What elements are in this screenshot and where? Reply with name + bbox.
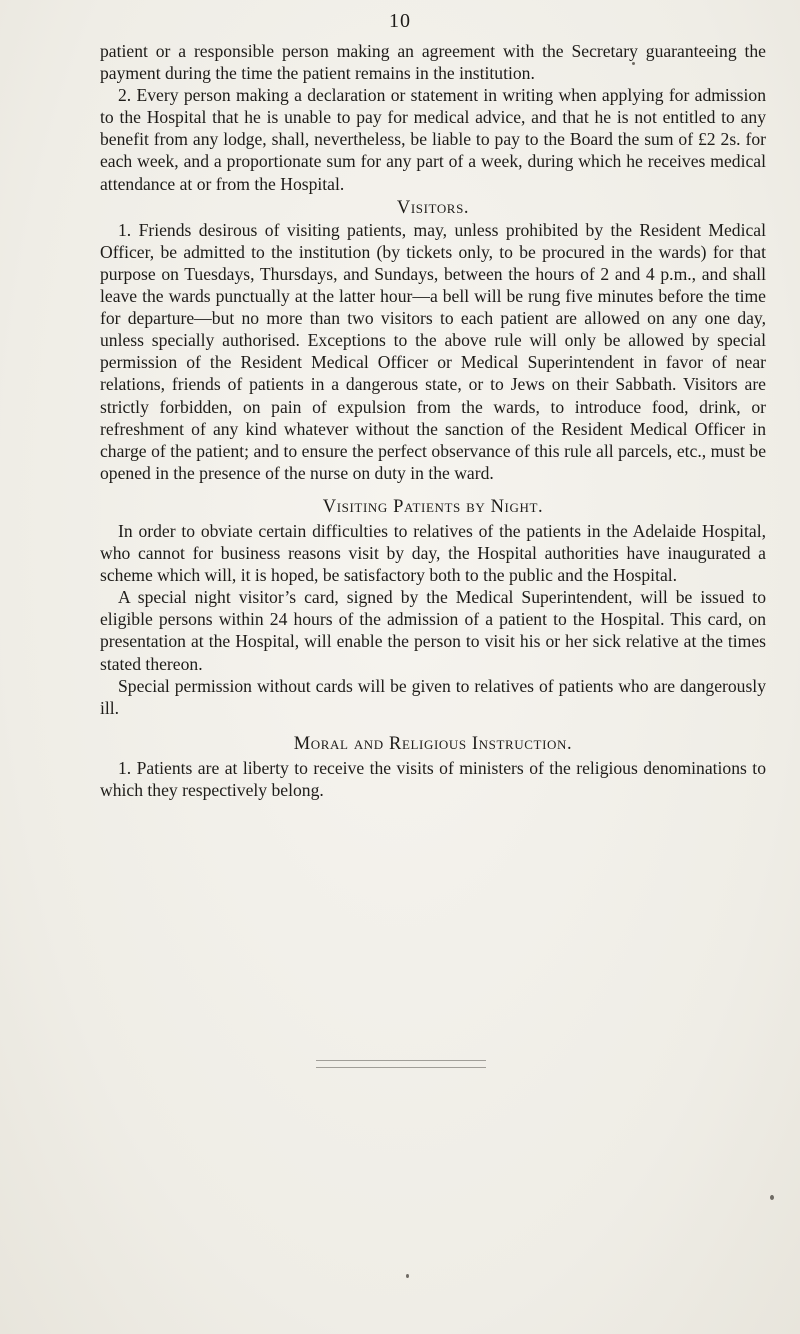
paragraph-night-visiting-2: A special night visitor’s card, signed by the Medical Superintendent, will be issued to eligible persons within 24 hours of the admission of a patient to the Hospital. This card, on presentation at the Hospital, will enable the person to visit his or her sick relative at the times stated thereon.: [100, 587, 766, 674]
section-heading-moral-religious: Moral and Religious Instruction.: [293, 733, 573, 754]
print-speck: [632, 62, 635, 65]
document-body: [100, 40, 766, 801]
page-number: 10: [389, 10, 411, 32]
print-speck: [406, 1274, 409, 1278]
paragraph-night-visiting-3: Special permission without cards will be given to relatives of patients who are dangerously ill.: [100, 675, 766, 718]
print-speck: [770, 1195, 774, 1200]
paragraph-continuation: patient or a responsible person making an agreement with the Secretary guaranteeing the payment during the time the patient remains in the institution.: [100, 41, 766, 84]
section-heading-night-visiting: Visiting Patients by Night.: [322, 496, 544, 517]
paragraph-visitors-rule-1: 1. Friends desirous of visiting patients, may, unless prohibited by the Resident Medical Officer, be admitted to the institution (by tickets only, to be procured in the wards) for that purpose on Tuesdays, Thursdays, and Sundays, between the hours of 2 and 4 p.m., and shall leave the wards punctually at the latter hour—a bell will be rung five minutes before the time for departure—but no more than two visitors to each patient are allowed on any one day, unless specially authorised. Exceptions to the above rule will only be allowed by special permission of the Resident Medical Officer or Medical Superintendent in favor of near relations, friends of patients in a dangerous state, or to Jews on their Sabbath. Visitors are strictly forbidden, on pain of expulsion from the wards, to introduce food, drink, or refreshment of any kind whatever without the sanction of the Resident Medical Officer in charge of the patient; and to ensure the perfect observance of this rule all parcels, etc., must be opened in the presence of the nurse on duty in the ward.: [100, 219, 766, 483]
paragraph-moral-religious-1: 1. Patients are at liberty to receive the visits of ministers of the religious denominations to which they respectively belong.: [100, 757, 766, 800]
section-heading-visitors: Visitors.: [396, 197, 470, 218]
paragraph-night-visiting-1: In order to obviate certain difficulties to relatives of the patients in the Adelaide Hospital, who cannot for business reasons visit by day, the Hospital authorities have inaugurated a scheme which will, it is hoped, be satisfactory both to the public and the Hospital.: [100, 520, 766, 586]
decorative-double-rule: [316, 1060, 486, 1068]
paragraph-2-payment-liability: 2. Every person making a declaration or statement in writing when applying for admission to the Hospital that he is unable to pay for medical advice, and that he is not entitled to any benefit from any lodge, shall, nevertheless, be liable to pay to the Board the sum of £2 2s. for each week, and a proportionate sum for any part of a week, during which he receives medical attendance at or from the Hospital.: [100, 85, 766, 194]
